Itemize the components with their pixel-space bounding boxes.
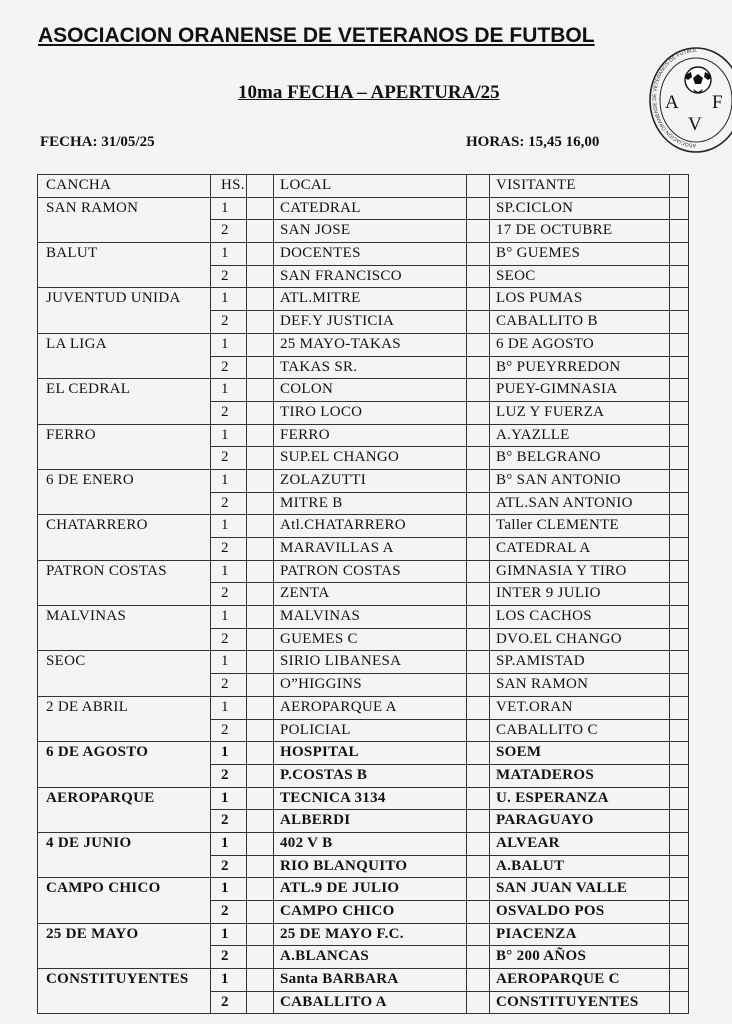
- blank-cell: [247, 855, 274, 878]
- table-row: [38, 515, 689, 538]
- local-team-cell: SAN JOSE: [274, 220, 467, 243]
- local-team-cell: AEROPARQUE A: [274, 696, 467, 719]
- local-team-cell: O”HIGGINS: [274, 674, 467, 697]
- page-subtitle: 10ma FECHA – APERTURA/25: [238, 82, 500, 103]
- table-header-row: [38, 175, 689, 198]
- hs-cell: 1: [211, 969, 247, 992]
- table-row: [38, 832, 689, 855]
- visitor-team-cell: PARAGUAYO: [490, 810, 670, 833]
- table-row: [38, 560, 689, 583]
- blank-cell: [670, 901, 689, 924]
- blank-cell: [670, 832, 689, 855]
- logo-letter-v: V: [688, 114, 702, 135]
- blank-cell: [247, 696, 274, 719]
- local-team-cell: ZENTA: [274, 583, 467, 606]
- hs-cell: 1: [211, 832, 247, 855]
- blank-cell: [670, 878, 689, 901]
- blank-cell: [467, 991, 490, 1014]
- blank-cell: [247, 991, 274, 1014]
- blank-cell: [670, 764, 689, 787]
- header-visitante: VISITANTE: [490, 175, 670, 198]
- cancha-cell: 4 DE JUNIO: [38, 832, 211, 877]
- visitor-team-cell: B° 200 AÑOS: [490, 946, 670, 969]
- hs-cell: 1: [211, 379, 247, 402]
- header-blank: [247, 175, 274, 198]
- blank-cell: [467, 401, 490, 424]
- local-team-cell: TAKAS SR.: [274, 356, 467, 379]
- visitor-team-cell: B° SAN ANTONIO: [490, 469, 670, 492]
- visitor-team-cell: GIMNASIA Y TIRO: [490, 560, 670, 583]
- hs-cell: 1: [211, 243, 247, 266]
- local-team-cell: ATL.MITRE: [274, 288, 467, 311]
- blank-cell: [247, 288, 274, 311]
- fixture-table: [37, 174, 689, 1014]
- blank-cell: [670, 243, 689, 266]
- blank-cell: [670, 583, 689, 606]
- table-row: [38, 651, 689, 674]
- table-row: [38, 288, 689, 311]
- hs-cell: 1: [211, 878, 247, 901]
- visitor-team-cell: A.YAZLLE: [490, 424, 670, 447]
- blank-cell: [670, 333, 689, 356]
- hs-cell: 1: [211, 787, 247, 810]
- visitor-team-cell: SEOC: [490, 265, 670, 288]
- local-team-cell: CABALLITO A: [274, 991, 467, 1014]
- blank-cell: [247, 901, 274, 924]
- blank-cell: [247, 606, 274, 629]
- blank-cell: [467, 923, 490, 946]
- visitor-team-cell: PIACENZA: [490, 923, 670, 946]
- blank-cell: [247, 333, 274, 356]
- cancha-cell: CHATARRERO: [38, 515, 211, 560]
- visitor-team-cell: INTER 9 JULIO: [490, 583, 670, 606]
- blank-cell: [247, 946, 274, 969]
- visitor-team-cell: B° BELGRANO: [490, 447, 670, 470]
- table-row: [38, 469, 689, 492]
- blank-cell: [247, 538, 274, 561]
- blank-cell: [467, 878, 490, 901]
- blank-cell: [467, 243, 490, 266]
- visitor-team-cell: U. ESPERANZA: [490, 787, 670, 810]
- blank-cell: [247, 674, 274, 697]
- cancha-cell: 25 DE MAYO: [38, 923, 211, 968]
- blank-cell: [247, 379, 274, 402]
- table-row: [38, 197, 689, 220]
- hs-cell: 1: [211, 560, 247, 583]
- local-team-cell: MITRE B: [274, 492, 467, 515]
- blank-cell: [467, 901, 490, 924]
- blank-cell: [467, 220, 490, 243]
- visitor-team-cell: Taller CLEMENTE: [490, 515, 670, 538]
- cancha-cell: AEROPARQUE: [38, 787, 211, 832]
- cancha-cell: 2 DE ABRIL: [38, 696, 211, 741]
- visitor-team-cell: VET.ORAN: [490, 696, 670, 719]
- visitor-team-cell: SP.CICLON: [490, 197, 670, 220]
- blank-cell: [670, 515, 689, 538]
- cancha-cell: BALUT: [38, 243, 211, 288]
- blank-cell: [467, 742, 490, 765]
- visitor-team-cell: LOS PUMAS: [490, 288, 670, 311]
- hs-cell: 2: [211, 628, 247, 651]
- table-row: [38, 424, 689, 447]
- blank-cell: [670, 469, 689, 492]
- blank-cell: [467, 492, 490, 515]
- blank-cell: [247, 447, 274, 470]
- blank-cell: [670, 606, 689, 629]
- blank-cell: [247, 243, 274, 266]
- local-team-cell: 402 V B: [274, 832, 467, 855]
- blank-cell: [670, 651, 689, 674]
- blank-cell: [247, 787, 274, 810]
- table-row: [38, 969, 689, 992]
- blank-cell: [467, 583, 490, 606]
- local-team-cell: CAMPO CHICO: [274, 901, 467, 924]
- local-team-cell: HOSPITAL: [274, 742, 467, 765]
- cancha-cell: PATRON COSTAS: [38, 560, 211, 605]
- logo-letter-f: F: [712, 92, 723, 113]
- blank-cell: [247, 469, 274, 492]
- association-logo: [648, 44, 732, 156]
- blank-cell: [670, 628, 689, 651]
- blank-cell: [467, 333, 490, 356]
- local-team-cell: GUEMES C: [274, 628, 467, 651]
- local-team-cell: 25 MAYO-TAKAS: [274, 333, 467, 356]
- blank-cell: [247, 583, 274, 606]
- blank-cell: [467, 651, 490, 674]
- visitor-team-cell: MATADEROS: [490, 764, 670, 787]
- blank-cell: [247, 560, 274, 583]
- hs-cell: 2: [211, 447, 247, 470]
- blank-cell: [670, 923, 689, 946]
- hs-cell: 1: [211, 923, 247, 946]
- soccer-ball-icon: [685, 67, 711, 93]
- blank-cell: [247, 197, 274, 220]
- blank-cell: [670, 969, 689, 992]
- table-row: [38, 787, 689, 810]
- blank-cell: [247, 719, 274, 742]
- visitor-team-cell: LUZ Y FUERZA: [490, 401, 670, 424]
- blank-cell: [247, 969, 274, 992]
- local-team-cell: MARAVILLAS A: [274, 538, 467, 561]
- cancha-cell: 6 DE AGOSTO: [38, 742, 211, 787]
- hs-cell: 1: [211, 197, 247, 220]
- hs-cell: 2: [211, 311, 247, 334]
- cancha-cell: CONSTITUYENTES: [38, 969, 211, 1014]
- blank-cell: [467, 764, 490, 787]
- blank-cell: [467, 356, 490, 379]
- blank-cell: [247, 810, 274, 833]
- blank-cell: [670, 492, 689, 515]
- table-row: [38, 742, 689, 765]
- blank-cell: [670, 946, 689, 969]
- visitor-team-cell: DVO.EL CHANGO: [490, 628, 670, 651]
- hs-cell: 1: [211, 469, 247, 492]
- table-row: [38, 243, 689, 266]
- hs-cell: 2: [211, 719, 247, 742]
- blank-cell: [670, 787, 689, 810]
- visitor-team-cell: OSVALDO POS: [490, 901, 670, 924]
- local-team-cell: Santa BARBARA: [274, 969, 467, 992]
- blank-cell: [670, 855, 689, 878]
- date-label: FECHA: 31/05/25: [40, 134, 155, 150]
- blank-cell: [247, 220, 274, 243]
- cancha-cell: MALVINAS: [38, 606, 211, 651]
- hs-cell: 1: [211, 651, 247, 674]
- hs-cell: 2: [211, 492, 247, 515]
- visitor-team-cell: SAN RAMON: [490, 674, 670, 697]
- blank-cell: [670, 742, 689, 765]
- local-team-cell: COLON: [274, 379, 467, 402]
- table-row: [38, 379, 689, 402]
- visitor-team-cell: CABALLITO C: [490, 719, 670, 742]
- blank-cell: [670, 810, 689, 833]
- blank-cell: [467, 469, 490, 492]
- blank-cell: [670, 991, 689, 1014]
- table-row: [38, 606, 689, 629]
- page-title: ASOCIACION ORANENSE DE VETERANOS DE FUTBOL: [38, 24, 595, 47]
- hs-cell: 2: [211, 265, 247, 288]
- local-team-cell: SIRIO LIBANESA: [274, 651, 467, 674]
- blank-cell: [467, 855, 490, 878]
- blank-cell: [670, 424, 689, 447]
- blank-cell: [247, 515, 274, 538]
- visitor-team-cell: CATEDRAL A: [490, 538, 670, 561]
- blank-cell: [467, 628, 490, 651]
- blank-cell: [670, 447, 689, 470]
- blank-cell: [670, 197, 689, 220]
- blank-cell: [467, 311, 490, 334]
- cancha-cell: FERRO: [38, 424, 211, 469]
- blank-cell: [467, 606, 490, 629]
- blank-cell: [467, 810, 490, 833]
- hs-cell: 2: [211, 538, 247, 561]
- hours-label: HORAS: 15,45 16,00: [466, 134, 600, 150]
- blank-cell: [670, 696, 689, 719]
- visitor-team-cell: ATL.SAN ANTONIO: [490, 492, 670, 515]
- blank-cell: [467, 538, 490, 561]
- visitor-team-cell: PUEY-GIMNASIA: [490, 379, 670, 402]
- local-team-cell: TECNICA 3134: [274, 787, 467, 810]
- blank-cell: [247, 356, 274, 379]
- blank-cell: [467, 265, 490, 288]
- cancha-cell: SEOC: [38, 651, 211, 696]
- blank-cell: [670, 288, 689, 311]
- cancha-cell: 6 DE ENERO: [38, 469, 211, 514]
- header-blank: [670, 175, 689, 198]
- visitor-team-cell: CABALLITO B: [490, 311, 670, 334]
- table-row: [38, 923, 689, 946]
- local-team-cell: A.BLANCAS: [274, 946, 467, 969]
- visitor-team-cell: SP.AMISTAD: [490, 651, 670, 674]
- blank-cell: [670, 311, 689, 334]
- table-row: [38, 696, 689, 719]
- hs-cell: 1: [211, 606, 247, 629]
- cancha-cell: JUVENTUD UNIDA: [38, 288, 211, 333]
- hs-cell: 2: [211, 356, 247, 379]
- local-team-cell: 25 DE MAYO F.C.: [274, 923, 467, 946]
- blank-cell: [467, 696, 490, 719]
- visitor-team-cell: CONSTITUYENTES: [490, 991, 670, 1014]
- blank-cell: [670, 401, 689, 424]
- blank-cell: [467, 946, 490, 969]
- blank-cell: [467, 969, 490, 992]
- local-team-cell: DEF.Y JUSTICIA: [274, 311, 467, 334]
- logo-letter-a: A: [665, 92, 679, 113]
- header-local: LOCAL: [274, 175, 467, 198]
- visitor-team-cell: AEROPARQUE C: [490, 969, 670, 992]
- local-team-cell: ZOLAZUTTI: [274, 469, 467, 492]
- blank-cell: [670, 356, 689, 379]
- blank-cell: [247, 651, 274, 674]
- local-team-cell: ATL.9 DE JULIO: [274, 878, 467, 901]
- blank-cell: [467, 447, 490, 470]
- visitor-team-cell: 17 DE OCTUBRE: [490, 220, 670, 243]
- local-team-cell: PATRON COSTAS: [274, 560, 467, 583]
- hs-cell: 2: [211, 220, 247, 243]
- blank-cell: [670, 538, 689, 561]
- blank-cell: [247, 311, 274, 334]
- blank-cell: [670, 379, 689, 402]
- blank-cell: [247, 764, 274, 787]
- blank-cell: [467, 560, 490, 583]
- cancha-cell: EL CEDRAL: [38, 379, 211, 424]
- local-team-cell: ALBERDI: [274, 810, 467, 833]
- visitor-team-cell: B° GUEMES: [490, 243, 670, 266]
- logo-ring-text: ASOCIACION ORANENSE DE VETERANOS DE FUTBOL: [652, 47, 698, 149]
- local-team-cell: RIO BLANQUITO: [274, 855, 467, 878]
- hs-cell: 2: [211, 991, 247, 1014]
- visitor-team-cell: B° PUEYRREDON: [490, 356, 670, 379]
- hs-cell: 2: [211, 674, 247, 697]
- blank-cell: [247, 923, 274, 946]
- blank-cell: [247, 742, 274, 765]
- hs-cell: 2: [211, 764, 247, 787]
- hs-cell: 2: [211, 401, 247, 424]
- table-row: [38, 878, 689, 901]
- blank-cell: [467, 197, 490, 220]
- hs-cell: 1: [211, 515, 247, 538]
- hs-cell: 2: [211, 901, 247, 924]
- local-team-cell: CATEDRAL: [274, 197, 467, 220]
- hs-cell: 1: [211, 333, 247, 356]
- blank-cell: [247, 878, 274, 901]
- cancha-cell: CAMPO CHICO: [38, 878, 211, 923]
- visitor-team-cell: 6 DE AGOSTO: [490, 333, 670, 356]
- blank-cell: [467, 674, 490, 697]
- blank-cell: [247, 492, 274, 515]
- blank-cell: [670, 265, 689, 288]
- local-team-cell: SAN FRANCISCO: [274, 265, 467, 288]
- blank-cell: [670, 220, 689, 243]
- local-team-cell: MALVINAS: [274, 606, 467, 629]
- local-team-cell: POLICIAL: [274, 719, 467, 742]
- blank-cell: [467, 379, 490, 402]
- blank-cell: [247, 832, 274, 855]
- blank-cell: [247, 265, 274, 288]
- header-hs: HS.: [211, 175, 247, 198]
- blank-cell: [467, 288, 490, 311]
- visitor-team-cell: A.BALUT: [490, 855, 670, 878]
- blank-cell: [467, 832, 490, 855]
- local-team-cell: TIRO LOCO: [274, 401, 467, 424]
- hs-cell: 1: [211, 742, 247, 765]
- blank-cell: [467, 515, 490, 538]
- blank-cell: [467, 719, 490, 742]
- table-row: [38, 333, 689, 356]
- local-team-cell: P.COSTAS B: [274, 764, 467, 787]
- visitor-team-cell: SOEM: [490, 742, 670, 765]
- hs-cell: 1: [211, 288, 247, 311]
- blank-cell: [670, 674, 689, 697]
- visitor-team-cell: LOS CACHOS: [490, 606, 670, 629]
- hs-cell: 1: [211, 696, 247, 719]
- header-blank: [467, 175, 490, 198]
- local-team-cell: Atl.CHATARRERO: [274, 515, 467, 538]
- blank-cell: [247, 628, 274, 651]
- blank-cell: [247, 401, 274, 424]
- local-team-cell: SUP.EL CHANGO: [274, 447, 467, 470]
- blank-cell: [247, 424, 274, 447]
- cancha-cell: LA LIGA: [38, 333, 211, 378]
- hs-cell: 1: [211, 424, 247, 447]
- visitor-team-cell: ALVEAR: [490, 832, 670, 855]
- hs-cell: 2: [211, 855, 247, 878]
- hs-cell: 2: [211, 583, 247, 606]
- fixture-body: [38, 197, 689, 1014]
- header-cancha: CANCHA: [38, 175, 211, 198]
- blank-cell: [670, 719, 689, 742]
- blank-cell: [467, 787, 490, 810]
- blank-cell: [670, 560, 689, 583]
- hs-cell: 2: [211, 810, 247, 833]
- cancha-cell: SAN RAMON: [38, 197, 211, 242]
- local-team-cell: DOCENTES: [274, 243, 467, 266]
- local-team-cell: FERRO: [274, 424, 467, 447]
- blank-cell: [467, 424, 490, 447]
- hs-cell: 2: [211, 946, 247, 969]
- visitor-team-cell: SAN JUAN VALLE: [490, 878, 670, 901]
